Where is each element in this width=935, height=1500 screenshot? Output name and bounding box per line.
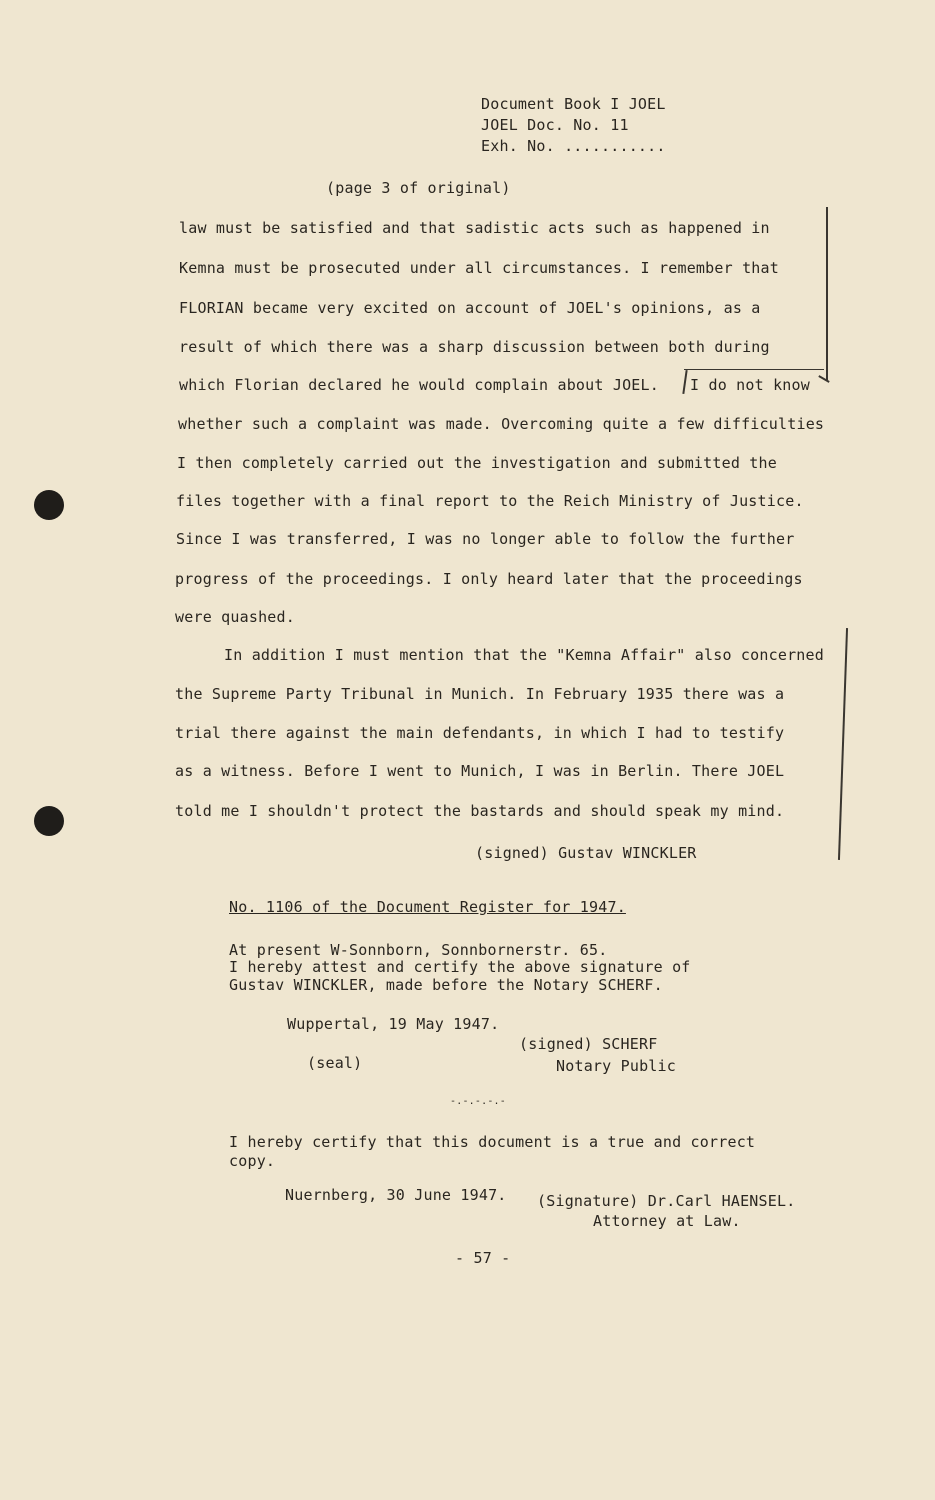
body-line: law must be satisfied and that sadistic acts such as happened in	[179, 219, 770, 237]
notary-place-date: Wuppertal, 19 May 1947.	[287, 1015, 500, 1033]
certification-place-date: Nuernberg, 30 June 1947.	[285, 1186, 507, 1204]
body-line: files together with a final report to the Reich Ministry of Justice.	[176, 492, 804, 510]
separator: -.-.-.-.-	[450, 1096, 506, 1107]
margin-bracket-lower	[838, 628, 848, 860]
header-exhibit-number: Exh. No. ...........	[481, 137, 666, 155]
body-line: result of which there was a sharp discussion between both during	[179, 338, 770, 356]
attorney-title: Attorney at Law.	[593, 1212, 741, 1230]
body-line: Kemna must be prosecuted under all circumstances. I remember that	[179, 259, 779, 277]
header-doc-book: Document Book I JOEL	[481, 95, 666, 113]
witness-signature: (signed) Gustav WINCKLER	[475, 844, 697, 862]
margin-bracket-upper	[826, 207, 828, 380]
document-register-number: No. 1106 of the Document Register for 1947.	[229, 898, 626, 916]
boxed-text-border-top	[684, 369, 824, 370]
body-line: the Supreme Party Tribunal in Munich. In February 1935 there was a	[175, 685, 785, 703]
notary-line: At present W-Sonnborn, Sonnbornerstr. 65.	[229, 941, 608, 959]
body-line: told me I shouldn't protect the bastards and should speak my mind.	[175, 802, 785, 820]
body-line: trial there against the main defendants, in which I had to testify	[175, 724, 785, 742]
body-line: were quashed.	[175, 608, 295, 626]
body-line-boxed: I do not know	[690, 376, 810, 394]
body-line: as a witness. Before I went to Munich, I was in Berlin. There JOEL	[175, 762, 785, 780]
page-of-original-note: (page 3 of original)	[326, 179, 511, 197]
notary-title: Notary Public	[556, 1057, 676, 1075]
notary-line: I hereby attest and certify the above signature of	[229, 958, 691, 976]
punch-hole-bottom	[34, 806, 64, 836]
header-doc-number: JOEL Doc. No. 11	[481, 116, 629, 134]
body-line: Since I was transferred, I was no longer able to follow the further	[176, 530, 795, 548]
certification-line: copy.	[229, 1152, 276, 1170]
punch-hole-top	[34, 490, 64, 520]
notary-line: Gustav WINCKLER, made before the Notary SCHERF.	[229, 976, 663, 994]
attorney-signature: (Signature) Dr.Carl HAENSEL.	[537, 1192, 796, 1210]
body-line: which Florian declared he would complain about JOEL.	[179, 376, 659, 394]
body-line: whether such a complaint was made. Overcoming quite a few difficulties	[178, 415, 825, 433]
body-line: In addition I must mention that the "Kemna Affair" also concerned	[224, 646, 824, 664]
notary-seal: (seal)	[307, 1054, 363, 1072]
notary-signed: (signed) SCHERF	[519, 1035, 658, 1053]
certification-line: I hereby certify that this document is a true and correct	[229, 1133, 756, 1151]
body-line: progress of the proceedings. I only heard later that the proceedings	[175, 570, 803, 588]
body-line: I then completely carried out the investigation and submitted the	[177, 454, 777, 472]
page-number: - 57 -	[455, 1249, 511, 1267]
body-line: FLORIAN became very excited on account of JOEL's opinions, as a	[179, 299, 761, 317]
boxed-text-border-left	[682, 370, 687, 394]
